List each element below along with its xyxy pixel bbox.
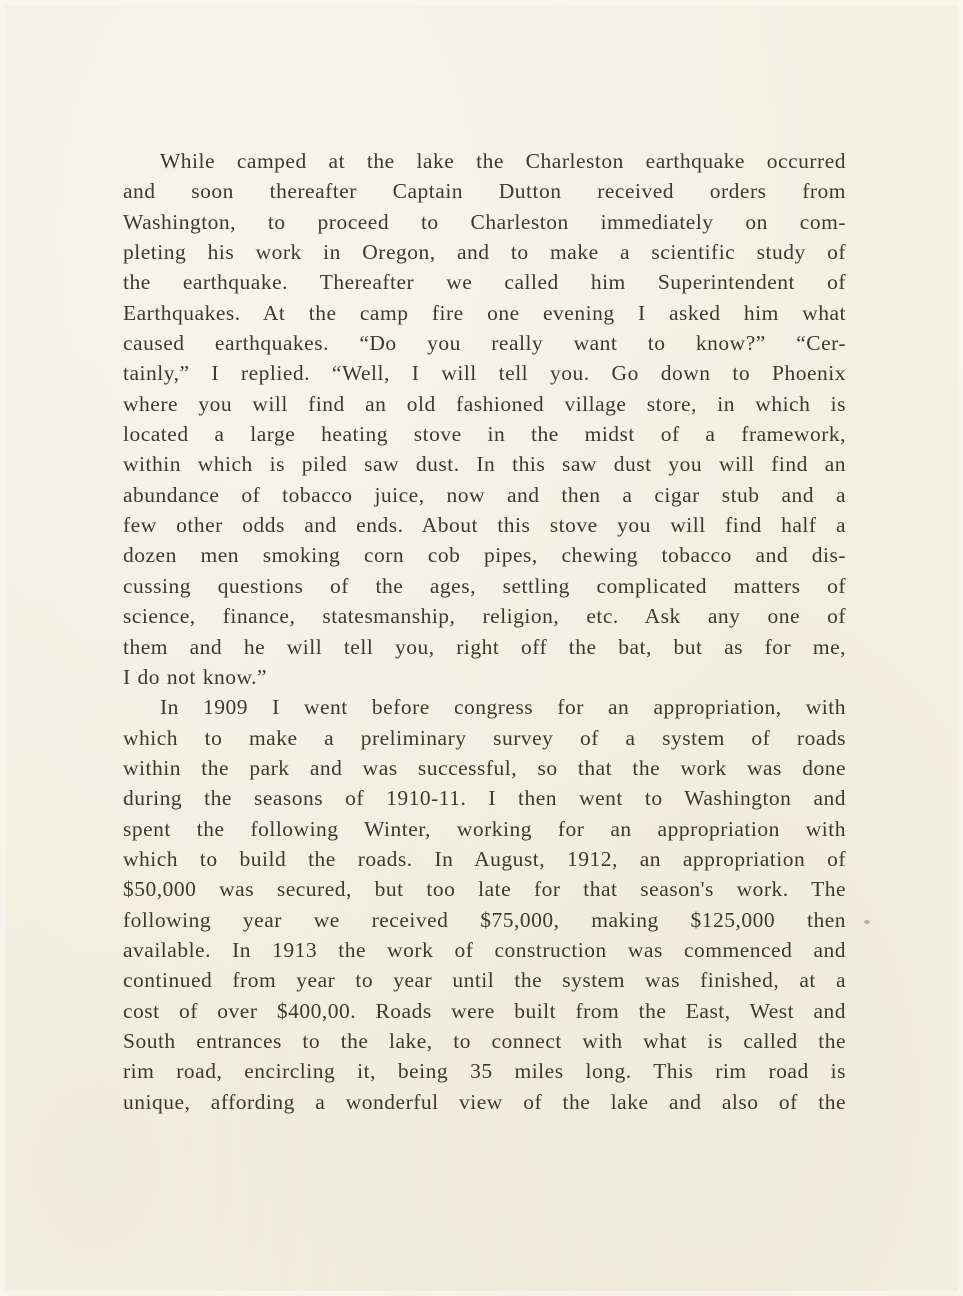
text-line: where you will find an old fashioned village store, in which is — [123, 391, 846, 416]
text-line: I do not know.” — [123, 664, 268, 689]
text-line: within the park and was successful, so that the work was done — [123, 755, 846, 780]
text-line: dozen men smoking corn cob pipes, chewing tobacco and dis- — [123, 543, 846, 568]
text-line: abundance of tobacco juice, now and then a cigar stub and a — [123, 482, 846, 507]
text-line: tainly,” I replied. “Well, I will tell you. Go down to Phoenix — [123, 361, 846, 386]
text-line: While camped at the lake the Charleston earthquake occurred — [160, 149, 846, 173]
text-line: available. In 1913 the work of construction was commenced and — [123, 937, 846, 962]
text-line: the earthquake. Thereafter we called him Superintendent of — [123, 270, 846, 295]
text-line: South entrances to the lake, to connect with what is called the — [123, 1028, 846, 1053]
text-line: following year we received $75,000, making $125,000 then — [123, 907, 846, 932]
text-line: during the seasons of 1910-11. I then went to Washington and — [123, 786, 846, 811]
text-line: cussing questions of the ages, settling complicated matters of — [123, 573, 846, 598]
text-line: spent the following Winter, working for an appropriation with — [123, 816, 846, 841]
text-line: which to make a preliminary survey of a system of roads — [123, 725, 846, 750]
text-line: continued from year to year until the system was finished, at a — [123, 968, 846, 993]
text-line: caused earthquakes. “Do you really want to know?” “Cer- — [123, 331, 846, 356]
text-line: unique, affording a wonderful view of the lake and also of the — [123, 1089, 846, 1114]
paragraph — [123, 692, 846, 1117]
text-line: and soon thereafter Captain Dutton received orders from — [123, 179, 846, 204]
scan-speck — [864, 920, 870, 924]
text-line: rim road, encircling it, being 35 miles long. This rim road is — [123, 1059, 846, 1084]
text-line: In 1909 I went before congress for an appropriation, with — [160, 695, 846, 720]
text-line: science, finance, statesmanship, religion, etc. Ask any one of — [123, 604, 846, 629]
text-line: pleting his work in Oregon, and to make a scientific study of — [123, 240, 846, 265]
body-text — [123, 146, 846, 1117]
text-line: which to build the roads. In August, 1912, an appropriation of — [123, 846, 846, 871]
text-line: located a large heating stove in the midst of a framework, — [123, 422, 846, 447]
paragraph — [123, 146, 846, 692]
text-line: Earthquakes. At the camp fire one evening I asked him what — [123, 300, 846, 325]
text-line: within which is piled saw dust. In this saw dust you will find an — [123, 452, 846, 477]
text-line: few other odds and ends. About this stove you will find half a — [123, 513, 846, 538]
text-line: them and he will tell you, right off the bat, but as for me, — [123, 634, 846, 659]
text-line: $50,000 was secured, but too late for that season's work. The — [123, 877, 846, 902]
text-line: cost of over $400,00. Roads were built from the East, West and — [123, 998, 846, 1023]
text-line: Washington, to proceed to Charleston immediately on com- — [123, 209, 846, 234]
